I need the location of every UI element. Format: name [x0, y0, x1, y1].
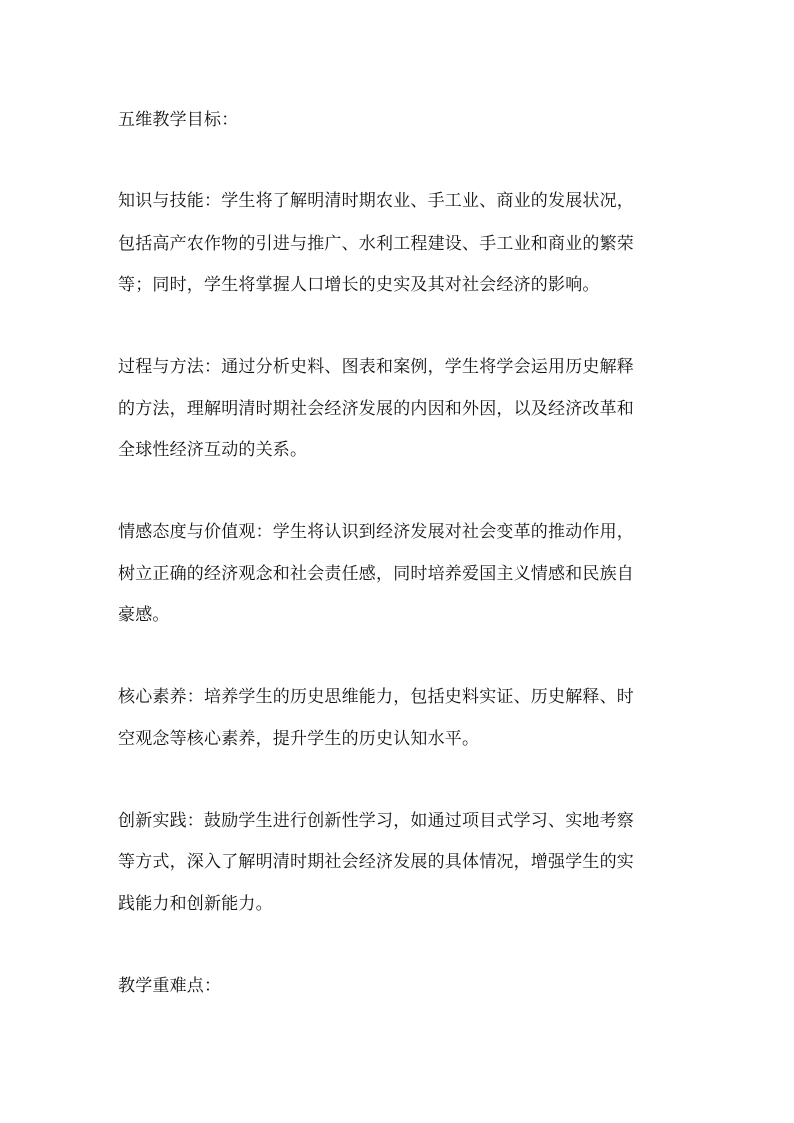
- emotion-values-line-2: 树立正确的经济观念和社会责任感，同时培养爱国主义情感和民族自: [118, 564, 634, 584]
- innovation-practice-line-2: 等方式，深入了解明清时期社会经济发展的具体情况，增强学生的实: [118, 852, 634, 872]
- knowledge-skills-line-2: 包括高产农作物的引进与推广、水利工程建设、手工业和商业的繁荣: [118, 234, 634, 254]
- emotion-values-line-1: 情感态度与价值观：学生将认识到经济发展对社会变革的推动作用，: [118, 522, 634, 542]
- core-literacy-line-1: 核心素养：培养学生的历史思维能力，包括史料实证、历史解释、时: [118, 687, 634, 707]
- knowledge-skills-line-3: 等；同时，学生将掌握人口增长的史实及其对社会经济的影响。: [118, 275, 600, 295]
- process-methods-line-3: 全球性经济互动的关系。: [118, 440, 308, 460]
- knowledge-skills-line-1: 知识与技能：学生将了解明清时期农业、手工业、商业的发展状况，: [118, 191, 634, 211]
- innovation-practice-line-3: 践能力和创新能力。: [118, 894, 273, 914]
- process-methods-line-2: 的方法，理解明清时期社会经济发展的内因和外因，以及经济改革和: [118, 399, 634, 419]
- innovation-practice-line-1: 创新实践：鼓励学生进行创新性学习，如通过项目式学习、实地考察: [118, 811, 634, 831]
- heading-key-difficulties: 教学重难点：: [118, 976, 222, 996]
- process-methods-line-1: 过程与方法：通过分析史料、图表和案例，学生将学会运用历史解释: [118, 357, 634, 377]
- emotion-values-line-3: 豪感。: [118, 605, 170, 625]
- core-literacy-line-2: 空观念等核心素养，提升学生的历史认知水平。: [118, 729, 480, 749]
- heading-teaching-goals: 五维教学目标：: [118, 110, 239, 130]
